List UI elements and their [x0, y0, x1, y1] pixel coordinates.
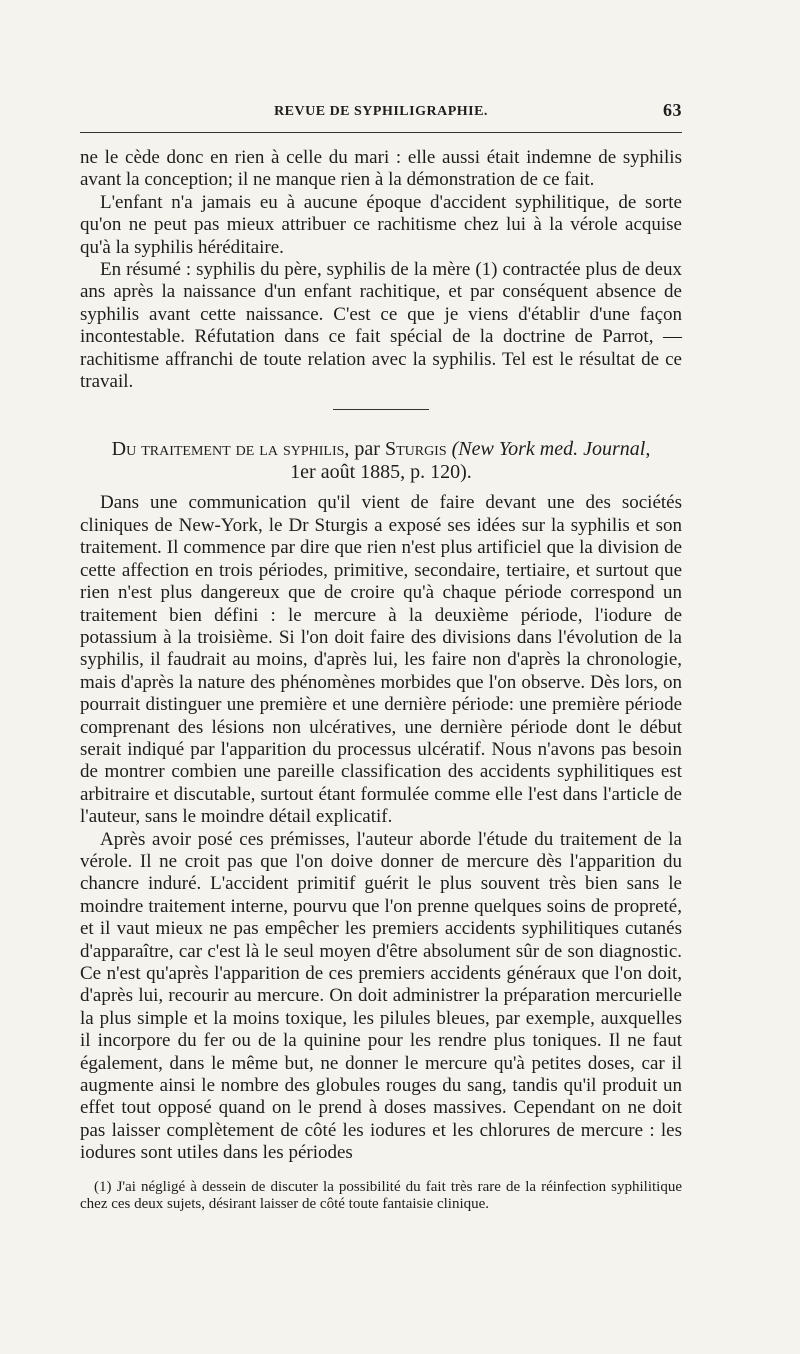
footnote: (1) J'ai négligé à dessein de discuter la possibilité du fait très rare de la réinfection syphilitique chez ces deux sujets, désirant laisser de côté toute fantaisie clinique.	[80, 1178, 682, 1212]
paragraph: En résumé : syphilis du père, syphilis de la mère (1) contractée plus de deux ans après la naissance d'un enfant rachitique, et par conséquent absence de syphilis avant cette naissance. C'est ce que je viens d'établir d'une façon incontestable. Réfutation dans ce fait spécial de la doctrine de Parrot, — rachitisme affranchi de toute relation avec la syphilis. Tel est le résultat de ce travail.	[80, 259, 682, 393]
article-by: par	[354, 438, 380, 461]
running-title: REVUE DE SYPHILIGRAPHIE.	[274, 104, 488, 119]
page	[80, 98, 682, 1213]
article-author: Sturgis	[384, 438, 447, 461]
article-journal: (New York med. Journal,	[451, 438, 651, 461]
article-heading	[80, 438, 682, 484]
section-separator	[333, 409, 429, 410]
paragraph-continued: ne le cède donc en rien à celle du mari : elle aussi était indemne de syphilis avant la conception; il ne manque rien à la démonstration de ce fait.	[80, 147, 682, 191]
page-number: 63	[663, 100, 682, 120]
running-head	[80, 98, 682, 124]
paragraph: Dans une communication qu'il vient de faire devant une des sociétés cliniques de New-York, le Dr Sturgis a exposé ses idées sur la syphilis et son traitement. Il commence par dire que rien n'est plus artificiel que la division de cette affection en trois périodes, primitive, secondaire, tertiaire, et surtout que rien n'est plus dangereux que de croire qu'à chaque période correspond un traitement bien défini : le mercure à la deuxième période, l'iodure de potassium à la troisième. Si l'on doit faire des divisions dans l'évolution de la syphilis, il faudrait au moins, d'après lui, les faire non d'après la chronologie, mais d'après la nature des phénomènes morbides que l'on observe. Dès lors, on pourrait distinguer une première et une dernière période: une première période comprenant des lésions non ulcératives, une dernière période dont le début serait indiqué par l'apparition du processus ulcératif. Nous n'avons pas besoin de montrer combien une pareille classification des accidents syphilitiques est arbitraire et discutable, surtout étant formulée comme elle l'est dans l'article de l'auteur, sans le moindre détail explicatif.	[80, 492, 682, 828]
footnotes	[80, 1179, 682, 1213]
article-title: Du traitement de la syphilis,	[111, 438, 350, 461]
article-date: 1er août 1885, p. 120).	[290, 461, 472, 484]
paragraph: Après avoir posé ces prémisses, l'auteur aborde l'étude du traitement de la vérole. Il ne croit pas que l'on doive donner de mercure dès l'apparition du chancre induré. L'accident primitif guérit le plus souvent très bien sans le moindre traitement interne, pourvu que l'on prenne quelques soins de propreté, et il vaut mieux ne pas empêcher les premiers accidents syphilitiques cutanés d'apparaître, car c'est là le seul moyen d'être absolument sûr de son diagnostic. Ce n'est qu'après l'apparition de ces premiers accidents généraux que l'on doit, d'après lui, recourir au mercure. On doit administrer la préparation mercurielle la plus simple et la moins toxique, les pilules bleues, par exemple, auxquelles il incorpore du fer ou de la quinine pour les rendre plus toniques. Il ne faut également, dans le même but, ne donner le mercure qu'à petites doses, car il augmente ainsi le nombre des globules rouges du sang, tandis qu'il produit un effet tout opposé quand on le prend à doses massives. Cependant on ne doit pas laisser complètement de côté les iodures et les chlorures de mercure : les iodures sont utiles dans les périodes	[80, 828, 682, 1164]
paragraph: L'enfant n'a jamais eu à aucune époque d'accident syphilitique, de sorte qu'on ne peut pas mieux attribuer ce rachitisme chez lui à la vérole acquise qu'à la syphilis héréditaire.	[80, 191, 682, 258]
header-rule	[80, 132, 682, 133]
